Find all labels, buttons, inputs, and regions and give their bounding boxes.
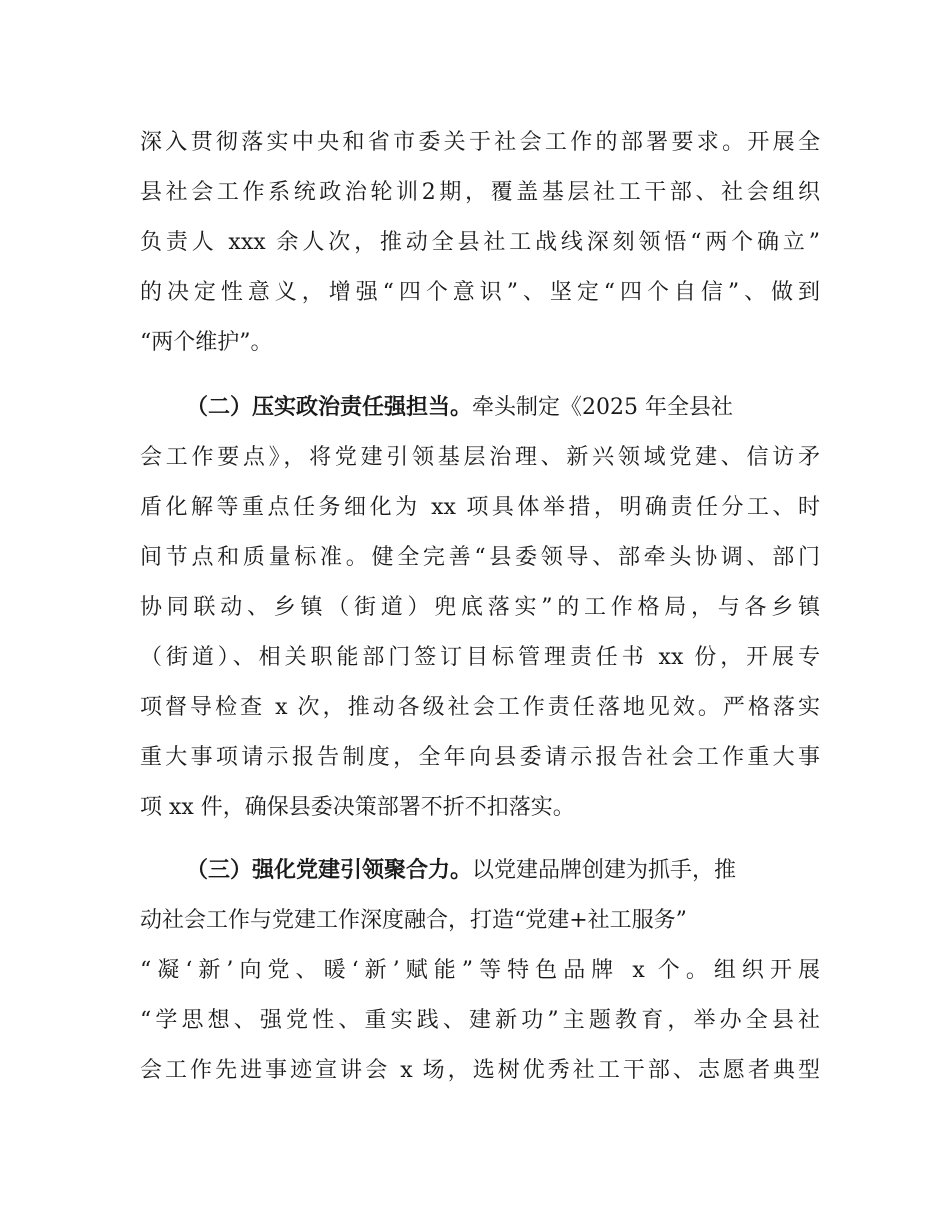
paragraph-line: 动社会工作与党建工作深度融合，打造“党建+社工服务” <box>140 908 687 933</box>
paragraph-line: 的决定性意义，增强“四个意识”、坚定“四个自信”、做到 <box>140 280 820 305</box>
paragraph-line: 重大事项请示报告制度，全年向县委请示报告社会工作重大事 <box>140 745 820 770</box>
paragraph-line: 负责人 xxx 余人次，推动全县社工战线深刻领悟“两个确立” <box>140 230 820 255</box>
section-3-heading: （三）强化党建引领聚合力。 <box>186 858 473 883</box>
section-2-first-line-text: 牵头制定《2025 年全县社 <box>472 395 733 420</box>
section-2-first-line <box>186 383 820 433</box>
paragraph-line: 深入贯彻落实中央和省市委关于社会工作的部署要求。开展全 <box>140 130 820 155</box>
paragraph-line: 项督导检查 x 次，推动各级社会工作责任落地见效。严格落实 <box>140 695 820 720</box>
paragraph-line: “两个维护”。 <box>140 330 273 355</box>
paragraph-line: 项 xx 件，确保县委决策部署不折不扣落实。 <box>140 795 575 820</box>
paragraph-line: 会工作先进事迹宣讲会 x 场，选树优秀社工干部、志愿者典型 <box>140 1058 820 1083</box>
paragraph-line: “凝‘新’向党、暖‘新’赋能”等特色品牌 x 个。组织开展 <box>140 958 820 983</box>
paragraph-line: 间节点和质量标准。健全完善“县委领导、部牵头协调、部门 <box>140 545 820 570</box>
section-2-heading: （二）压实政治责任强担当。 <box>186 395 473 420</box>
section-3-first-line <box>186 846 820 896</box>
section-3-first-line-text: 以党建品牌创建为抓手，推 <box>472 858 737 883</box>
paragraph-line: “学思想、强党性、重实践、建新功”主题教育，举办全县社 <box>140 1008 820 1033</box>
paragraph-line: 盾化解等重点任务细化为 xx 项具体举措，明确责任分工、时 <box>140 495 820 520</box>
paragraph-line: 县社会工作系统政治轮训2期，覆盖基层社工干部、社会组织 <box>140 180 820 205</box>
paragraph-line: 协同联动、乡镇（街道）兜底落实”的工作格局，与各乡镇 <box>140 595 820 620</box>
paragraph-line: 会工作要点》，将党建引领基层治理、新兴领域党建、信访矛 <box>140 445 820 470</box>
paragraph-line: （街道）、相关职能部门签订目标管理责任书 xx 份，开展专 <box>140 645 820 670</box>
